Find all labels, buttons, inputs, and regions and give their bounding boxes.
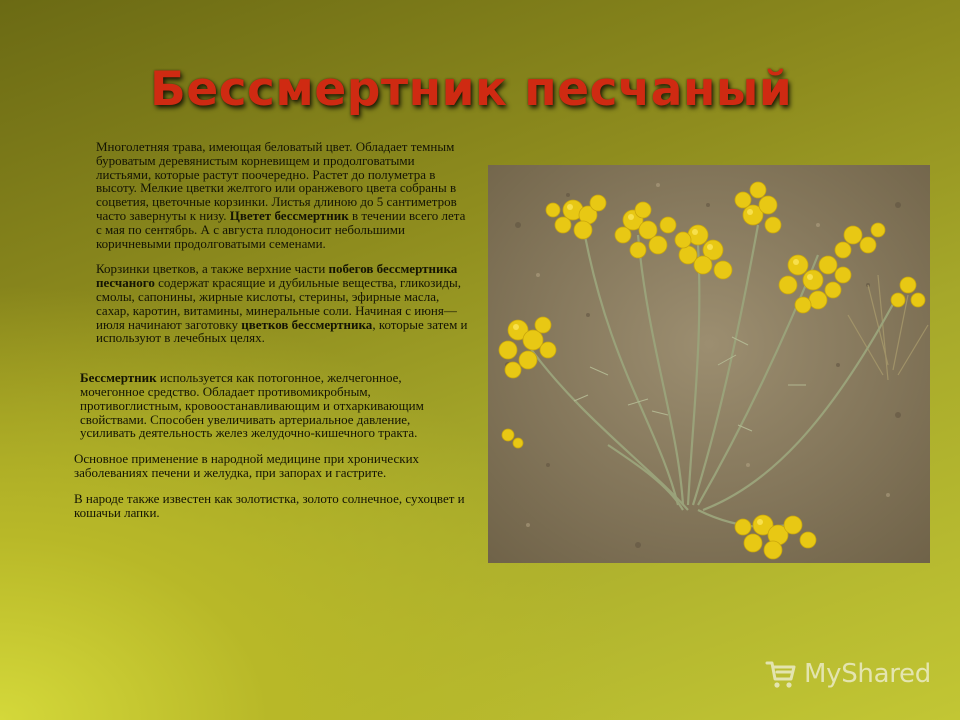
text-run: Многолетняя трава, имеющая беловатый цвет. Обладает темным буроватым деревянистым корневищем и продолговатыми листьями, которые растут поочередно. Растет до полуметра в высоту. Мелкие цветки желтого или оранжевого цвета собраны в соцветия, цветочные корзинки. Листья длиною до 5 сантиметров часто завернуты к низу. [96,139,457,223]
paragraph [68,492,468,520]
text-run: Корзинки цветков, а также верхние части [96,261,329,277]
plant-photo-illustration [488,165,930,563]
text-run: в течении всего лета с мая по сентябрь. А с августа плодоносит небольшими коричневыми продолговатыми семенами. [96,207,466,251]
cart-icon [764,657,798,691]
text-run: используется как потогонное, желчегонное, мочегонное средство. Обладает противомикробным, противоглистным, кровоостанавливающим и отхаркивающим свойствами. Способен увеличивать артериальное давление, усиливать деятельность желез желудочно-кишечного тракта. [80,370,424,441]
watermark [764,654,931,694]
plant-photo [488,165,930,563]
bold-text-run: Бессмертник [80,370,157,386]
text-run: В народе также известен как золотистка, золото солнечное, сухоцвет и кошачьи лапки. [74,490,465,520]
paragraph [68,140,468,250]
bold-text-run: побегов бессмертника песчаного [96,261,458,291]
text-run: Основное применение в народной медицине при хронических заболеваниях печени и желудка, при запорах и гастрите. [74,451,420,480]
paragraph [68,262,468,345]
watermark-text: MyShared [804,659,931,689]
bold-text-run: Цветет бессмертник [229,207,349,223]
paragraph [68,452,468,480]
text-run: , которые затем и используют в лечебных целях. [96,316,468,346]
text-run: содержат красящие и дубильные вещества, гликозиды, смолы, сапонины, жирные кислоты, стерины, эфирные масла, сахар, каротин, витамины, минеральные соли. Начиная с июня—июля начинают заготовку [96,275,461,332]
bold-text-run: цветков бессмертника [241,316,373,332]
paragraph [68,371,468,440]
slide-title: Бессмертник песчаный [150,62,793,117]
body-text [68,140,468,531]
